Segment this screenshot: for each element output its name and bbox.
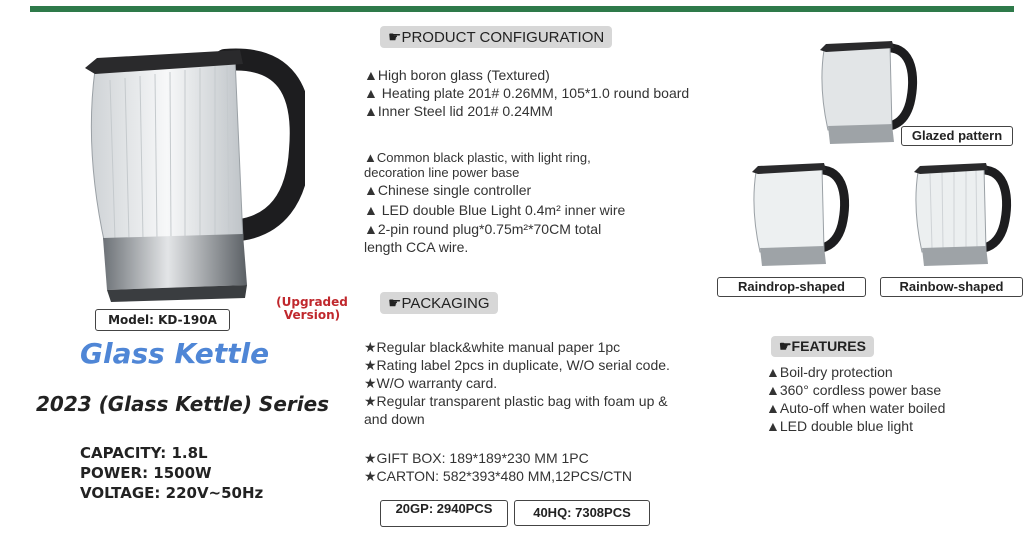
upgraded-version-note: (Upgraded Version) — [276, 295, 348, 322]
spec-power: POWER: 1500W — [80, 464, 212, 482]
features-header: ☛FEATURES — [771, 336, 874, 357]
packaging-item: and down — [364, 411, 425, 427]
series-title: 2023 (Glass Kettle) Series — [36, 392, 330, 416]
rainbow-kettle-image — [912, 160, 1012, 272]
box-specs — [364, 449, 632, 485]
variant-label-rainbow: Rainbow-shaped — [880, 277, 1023, 297]
config-group-2 — [364, 150, 625, 256]
feature-item: ▲LED double blue light — [766, 418, 913, 434]
packaging-item: ★Regular transparent plastic bag with foam up & — [364, 393, 668, 409]
config-item: ▲ Heating plate 201# 0.26MM, 105*1.0 round board — [364, 85, 690, 101]
config-item: ▲Inner Steel lid 201# 0.24MM — [364, 103, 553, 119]
config-item: length CCA wire. — [364, 239, 469, 255]
feature-item: ▲Auto-off when water boiled — [766, 400, 946, 416]
raindrop-kettle-image — [750, 160, 850, 272]
main-kettle-image — [75, 40, 305, 305]
packaging-item: ★Rating label 2pcs in duplicate, W/O serial code. — [364, 357, 670, 373]
variant-label-raindrop: Raindrop-shaped — [717, 277, 866, 297]
spec-list — [80, 443, 263, 503]
load-20gp: 20GP: 2940PCS — [380, 500, 508, 527]
spec-voltage: VOLTAGE: 220V~50Hz — [80, 484, 264, 502]
config-item: ▲ LED double Blue Light 0.4m² inner wire — [364, 202, 626, 218]
load-40hq: 40HQ: 7308PCS — [514, 500, 650, 526]
spec-capacity: CAPACITY: 1.8L — [80, 444, 208, 462]
model-label: Model: KD-190A — [95, 309, 230, 331]
config-header: ☛PRODUCT CONFIGURATION — [380, 26, 612, 48]
packaging-list — [364, 338, 670, 428]
config-item: ▲Common black plastic, with light ring, — [364, 150, 591, 165]
feature-item: ▲360° cordless power base — [766, 382, 942, 398]
config-item: ▲2-pin round plug*0.75m²*70CM total — [364, 221, 602, 237]
gift-box-spec: ★GIFT BOX: 189*189*230 MM 1PC — [364, 450, 589, 466]
config-item: decoration line power base — [364, 165, 520, 180]
product-name: Glass Kettle — [80, 337, 270, 370]
features-list — [766, 363, 945, 435]
variant-label-glazed: Glazed pattern — [901, 126, 1013, 146]
config-item: ▲High boron glass (Textured) — [364, 67, 550, 83]
config-item: ▲Chinese single controller — [364, 182, 532, 198]
carton-spec: ★CARTON: 582*393*480 MM,12PCS/CTN — [364, 468, 633, 484]
packaging-header: ☛PACKAGING — [380, 292, 498, 314]
top-accent-bar — [30, 6, 1014, 12]
packaging-item: ★W/O warranty card. — [364, 375, 498, 391]
feature-item: ▲Boil-dry protection — [766, 364, 893, 380]
packaging-item: ★Regular black&white manual paper 1pc — [364, 339, 621, 355]
config-group-1 — [364, 66, 689, 120]
